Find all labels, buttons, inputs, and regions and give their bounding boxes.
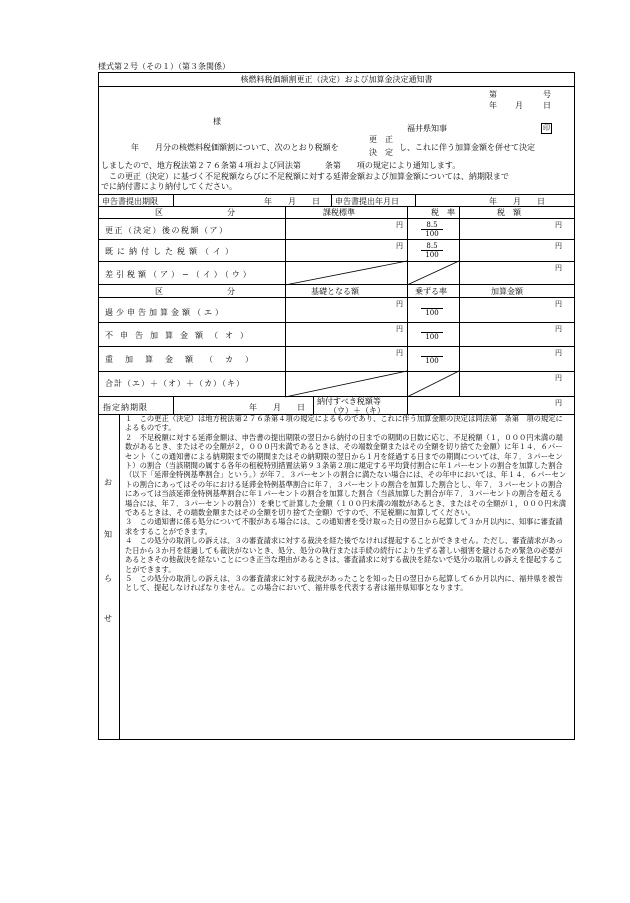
- t2-rate: [421, 308, 443, 317]
- t2-header-category: 区 分: [155, 287, 235, 296]
- diagonal-strike: [285, 371, 459, 397]
- t2-yen: 円: [396, 349, 403, 357]
- rule: [313, 396, 314, 414]
- rule: [331, 194, 332, 206]
- intro-line1b: し、これに伴う加算金額を併せて決定: [399, 143, 535, 152]
- rate-denominator: 100: [425, 333, 439, 341]
- rule: [99, 371, 574, 372]
- intro-kousei: 更 正: [369, 135, 393, 144]
- note-item: ４ この処分の取消しの訴えは、３の審査請求に対する裁決を経た後でなければ提起することができません。ただし、審査請求があった日から３か月を経過しても裁決がないとき、処分、処分の執行または手続の続行により生ずる著しい損害を避けるため緊急の必要があるときその他裁決を経ないことにつき正当な理由があるときは、審査請求に対する裁決を経ないで処分の取消しの訴えを提起することができます。: [125, 536, 564, 574]
- t2-header-amount: 加算金額: [491, 287, 523, 296]
- t1-header-category: 区 分: [155, 208, 235, 217]
- t2-rate: [421, 332, 443, 341]
- filing-date2: 年 月 日: [489, 197, 545, 206]
- deadline-date: 年 月 日: [249, 403, 305, 412]
- t2-row-label: 合計（エ）＋（オ）＋（カ）（キ）: [105, 379, 245, 388]
- rule: [99, 284, 574, 285]
- intro-line2: しましたので、地方税法第２７６条第４項および同法第 条第 項の規定により通知します。: [101, 161, 461, 170]
- sender: 福井県知事: [407, 124, 447, 133]
- t1-yen: 円: [396, 242, 403, 250]
- filing-label2: 申告書提出年月日: [335, 197, 399, 206]
- filing-date: 年 月 日: [264, 197, 320, 206]
- t1-header-base: 課税標準: [323, 208, 355, 217]
- t2-yen: 円: [555, 349, 562, 357]
- rule: [407, 284, 408, 397]
- seal-mark: 印: [543, 124, 550, 132]
- rule: [99, 346, 574, 347]
- t2-yen: 円: [396, 325, 403, 333]
- t2-yen: 円: [555, 374, 562, 382]
- header-day: 日: [543, 101, 551, 110]
- t2-row-label: 不申告加算金額（オ）: [105, 331, 255, 340]
- rule: [99, 261, 574, 262]
- notice-char: ら: [104, 574, 112, 583]
- rate-denominator: 100: [425, 251, 439, 259]
- note-item: ３ この通知書に係る処分について不服がある場合には、この通知書を受け取った日の翌日から起算して３か月以内に、知事に審査請求をすることができます。: [125, 517, 563, 536]
- rate-denominator: 100: [425, 309, 439, 317]
- addressee-sama: 様: [213, 117, 221, 126]
- t1-rate: [421, 221, 443, 238]
- header-year: 年: [489, 101, 497, 110]
- rule: [285, 284, 286, 397]
- rule: [99, 194, 574, 195]
- form-title: 核燃料税価額割更正（決定）および加算金決定通知書: [99, 73, 574, 87]
- rule: [415, 194, 416, 206]
- intro-line1a: 年 月分の核燃料税価額割について、次のとおり税額を: [131, 143, 339, 152]
- notice-char: お: [104, 478, 112, 487]
- intro-kettei: 決 定: [369, 148, 393, 157]
- t1-yen: 円: [555, 221, 562, 229]
- t2-yen: 円: [555, 325, 562, 333]
- deadline-label: 指定納期限: [103, 403, 148, 412]
- notice-char: せ: [104, 614, 112, 623]
- rule: [459, 284, 460, 397]
- t2-header-base: 基礎となる額: [311, 287, 359, 296]
- payable-label2: （ウ）＋（キ）: [329, 406, 385, 415]
- notes-list: [125, 414, 567, 593]
- number-prefix: 第: [489, 90, 497, 99]
- rate-denominator: 100: [425, 357, 439, 365]
- t2-rate: [421, 356, 443, 365]
- filing-label: 申告書提出期限: [102, 197, 158, 206]
- rule: [99, 297, 574, 298]
- t2-row-label: 過少申告加算金額（エ）: [105, 308, 226, 317]
- rate-denominator: 100: [425, 230, 439, 238]
- t2-yen: 円: [555, 300, 562, 308]
- intro-line4: でに納付書により納付してください。: [101, 182, 237, 191]
- t2-row-label: 重加算金額（カ）: [105, 355, 265, 364]
- rule: [407, 396, 408, 414]
- t2-yen: 円: [396, 300, 403, 308]
- rule: [99, 206, 574, 207]
- t1-row-label: 差引税額（ア）−（イ）（ウ）: [105, 270, 254, 279]
- note-item: １ この更正（決定）は地方税法第２７６条第４項の規定によるものであり、これに伴う加算金額の決定は同法第 条第 項の規定によるものです。: [125, 414, 563, 433]
- t1-yen: 円: [555, 242, 562, 250]
- note-item: ２ 不足税額に対する延滞金額は、申告書の提出期限の翌日から納付の日までの期間の日数に応じ、不足税額（１，０００円未満の端数があるとき、またはその全額が２，０００円未満であるときは、その端数金額またはその全額を切り捨てた金額）に年１４．６パーセント（この通知書による納期限までの期間またはその納期限の翌日から１月を経過する日までの期間については、年７．３パーセント）の割合（当該期間の属する各年の租税特別措置法第９３条第２項に規定する平均貸付割合に年１パーセントの割合を加算した割合（以下「延滞金特例基準割合」という。）が年７．３パーセントの割合に満たない場合には、その年中においては、年１４．６パーセントの割合にあってはその年における延滞金特例基準割合に年７．３パーセントの割合を加算した割合とし、年７．３パーセントの割合にあっては当該延滞金特例基準割合に年１パーセントの割合を加算した割合（当該加算した割合が年７．３パーセントの割合を超える場合には、年７．３パーセントの割合））を乗じて計算した金額（１００円未満の端数があるとき、またはその全額が１，０００円未満であるときは、その端数金額またはその全額を切り捨てた金額）ですので、不足税額に加算してください。: [125, 432, 567, 518]
- diagonal-strike: [285, 261, 459, 285]
- t1-row-label: 更正（決定）後の税額（ア）: [105, 226, 229, 235]
- t2-header-rate: 乗ずる率: [415, 287, 447, 296]
- rule: [173, 194, 174, 206]
- rule: [99, 218, 574, 219]
- t1-header-rate: 税 率: [431, 208, 455, 217]
- rule: [173, 396, 174, 414]
- note-item: ５ この処分の取消しの訴えは、３の審査請求に対する裁決があったことを知った日の翌日から起算して６か月以内に、福井県を被告として、提起しなければなりません。この場合において、福井県を代表する者は福井県知事となります。: [125, 573, 563, 593]
- t1-rate: [421, 242, 443, 259]
- rate-numerator: 8.5: [426, 221, 438, 229]
- header-month: 月: [515, 101, 523, 110]
- rate-numerator: 8.5: [426, 242, 438, 250]
- rule: [99, 322, 574, 323]
- t1-yen: 円: [396, 221, 403, 229]
- payable-label1: 納付すべき税額等: [317, 397, 381, 406]
- rule: [119, 414, 120, 739]
- number-suffix: 号: [543, 90, 551, 99]
- notice-form: [98, 72, 575, 740]
- form-label: 様式第２号（その１）（第３条関係）: [98, 62, 230, 71]
- t1-yen: 円: [555, 264, 562, 272]
- notice-char: 知: [104, 530, 112, 539]
- intro-line3: この更正（決定）に基づく不足税額ならびに不足税額に対する延滞金額および加算金額については、納期限まで: [101, 172, 509, 181]
- t1-header-tax: 税 額: [497, 208, 521, 217]
- rule: [99, 239, 574, 240]
- payable-yen: 円: [555, 399, 562, 407]
- t1-row-label: 既に納付した税額（イ）: [105, 247, 237, 256]
